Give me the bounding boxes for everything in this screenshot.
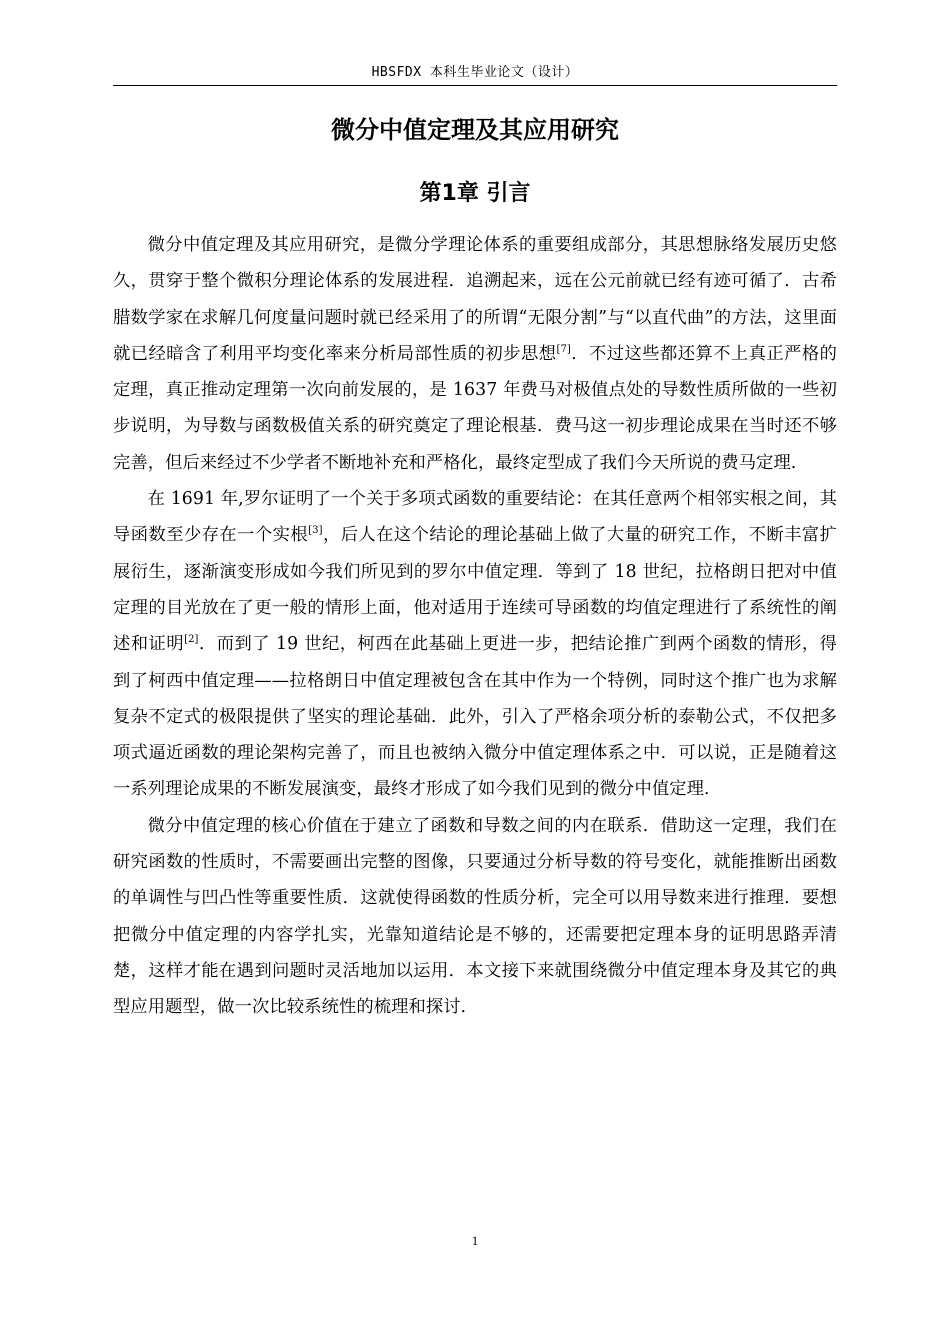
- paragraph-3: [113, 808, 837, 1026]
- citation-ref: [2]: [184, 634, 199, 646]
- paragraph-text: 在 1691 年,罗尔证明了一个关于多项式函数的重要结论：在其任意两个相邻实根之间，其导函数至少存在一个实根: [113, 489, 837, 546]
- paragraph-text: ，后人在这个结论的理论基础上做了大量的研究工作，不断丰富扩展衍生，逐渐演变形成如今我们所见到的罗尔中值定理．等到了 18 世纪，拉格朗日把对中值定理的目光放在了更一般的情形上面，他对适用于连续可导函数的均值定理进行了系统性的阐述和证明: [113, 525, 837, 655]
- paragraph-2: [113, 481, 837, 808]
- thesis-title: 微分中值定理及其应用研究: [331, 116, 619, 144]
- running-header: HBSFDX 本科生毕业论文（设计）: [371, 65, 579, 80]
- citation-ref: [7]: [556, 344, 571, 356]
- paragraph-text: 微分中值定理的核心价值在于建立了函数和导数之间的内在联系．借助这一定理，我们在研究函数的性质时，不需要画出完整的图像，只要通过分析导数的符号变化，就能推断出函数的单调性与凹凸性等重要性质．这就使得函数的性质分析，完全可以用导数来进行推理．要想把微分中值定理的内容学扎实，光靠知道结论是不够的，还需要把定理本身的证明思路弄清楚，这样才能在遇到问题时灵活地加以运用．本文接下来就围绕微分中值定理本身及其它的典型应用题型，做一次比较系统性的梳理和探讨．: [113, 815, 837, 1018]
- paragraph-text: 微分中值定理及其应用研究，是微分学理论体系的重要组成部分，其思想脉络发展历史悠久，贯穿于整个微积分理论体系的发展进程．追溯起来，远在公元前就已经有迹可循了．古希腊数学家在求解几何度量问题时就已经采用了的所谓“无限分割”与“以直代曲”的方法，这里面就已经暗含了利用平均变化率来分析局部性质的初步思想: [113, 235, 837, 364]
- paragraph-text: ．不过这些都还算不上真正严格的定理，真正推动定理第一次向前发展的，是 1637 年费马对极值点处的导数性质所做的一些初步说明，为导数与函数极值关系的研究奠定了理论根基．费马这一初步理论成果在当时还不够完善，但后来经过不少学者不断地补充和严格化，最终定型成了我们今天所说的费马定理．: [113, 343, 837, 473]
- chapter-heading: 第1章 引言: [419, 181, 531, 206]
- paragraph-1: [113, 227, 837, 481]
- page-number: 1: [471, 1233, 479, 1248]
- paragraph-text: ．而到了 19 世纪，柯西在此基础上更进一步，把结论推广到两个函数的情形，得到了柯西中值定理——拉格朗日中值定理被包含在其中作为一个特例，同时这个推广也为求解复杂不定式的极限提供了坚实的理论基础．此外，引入了严格余项分析的泰勒公式，不仅把多项式逼近函数的理论架构完善了，而且也被纳入微分中值定理体系之中．可以说，正是随着这一系列理论成果的不断发展演变，最终才形成了如今我们见到的微分中值定理．: [113, 634, 837, 800]
- citation-ref: [3]: [308, 525, 323, 537]
- body-text: [113, 227, 837, 1026]
- header-rule: [113, 85, 837, 86]
